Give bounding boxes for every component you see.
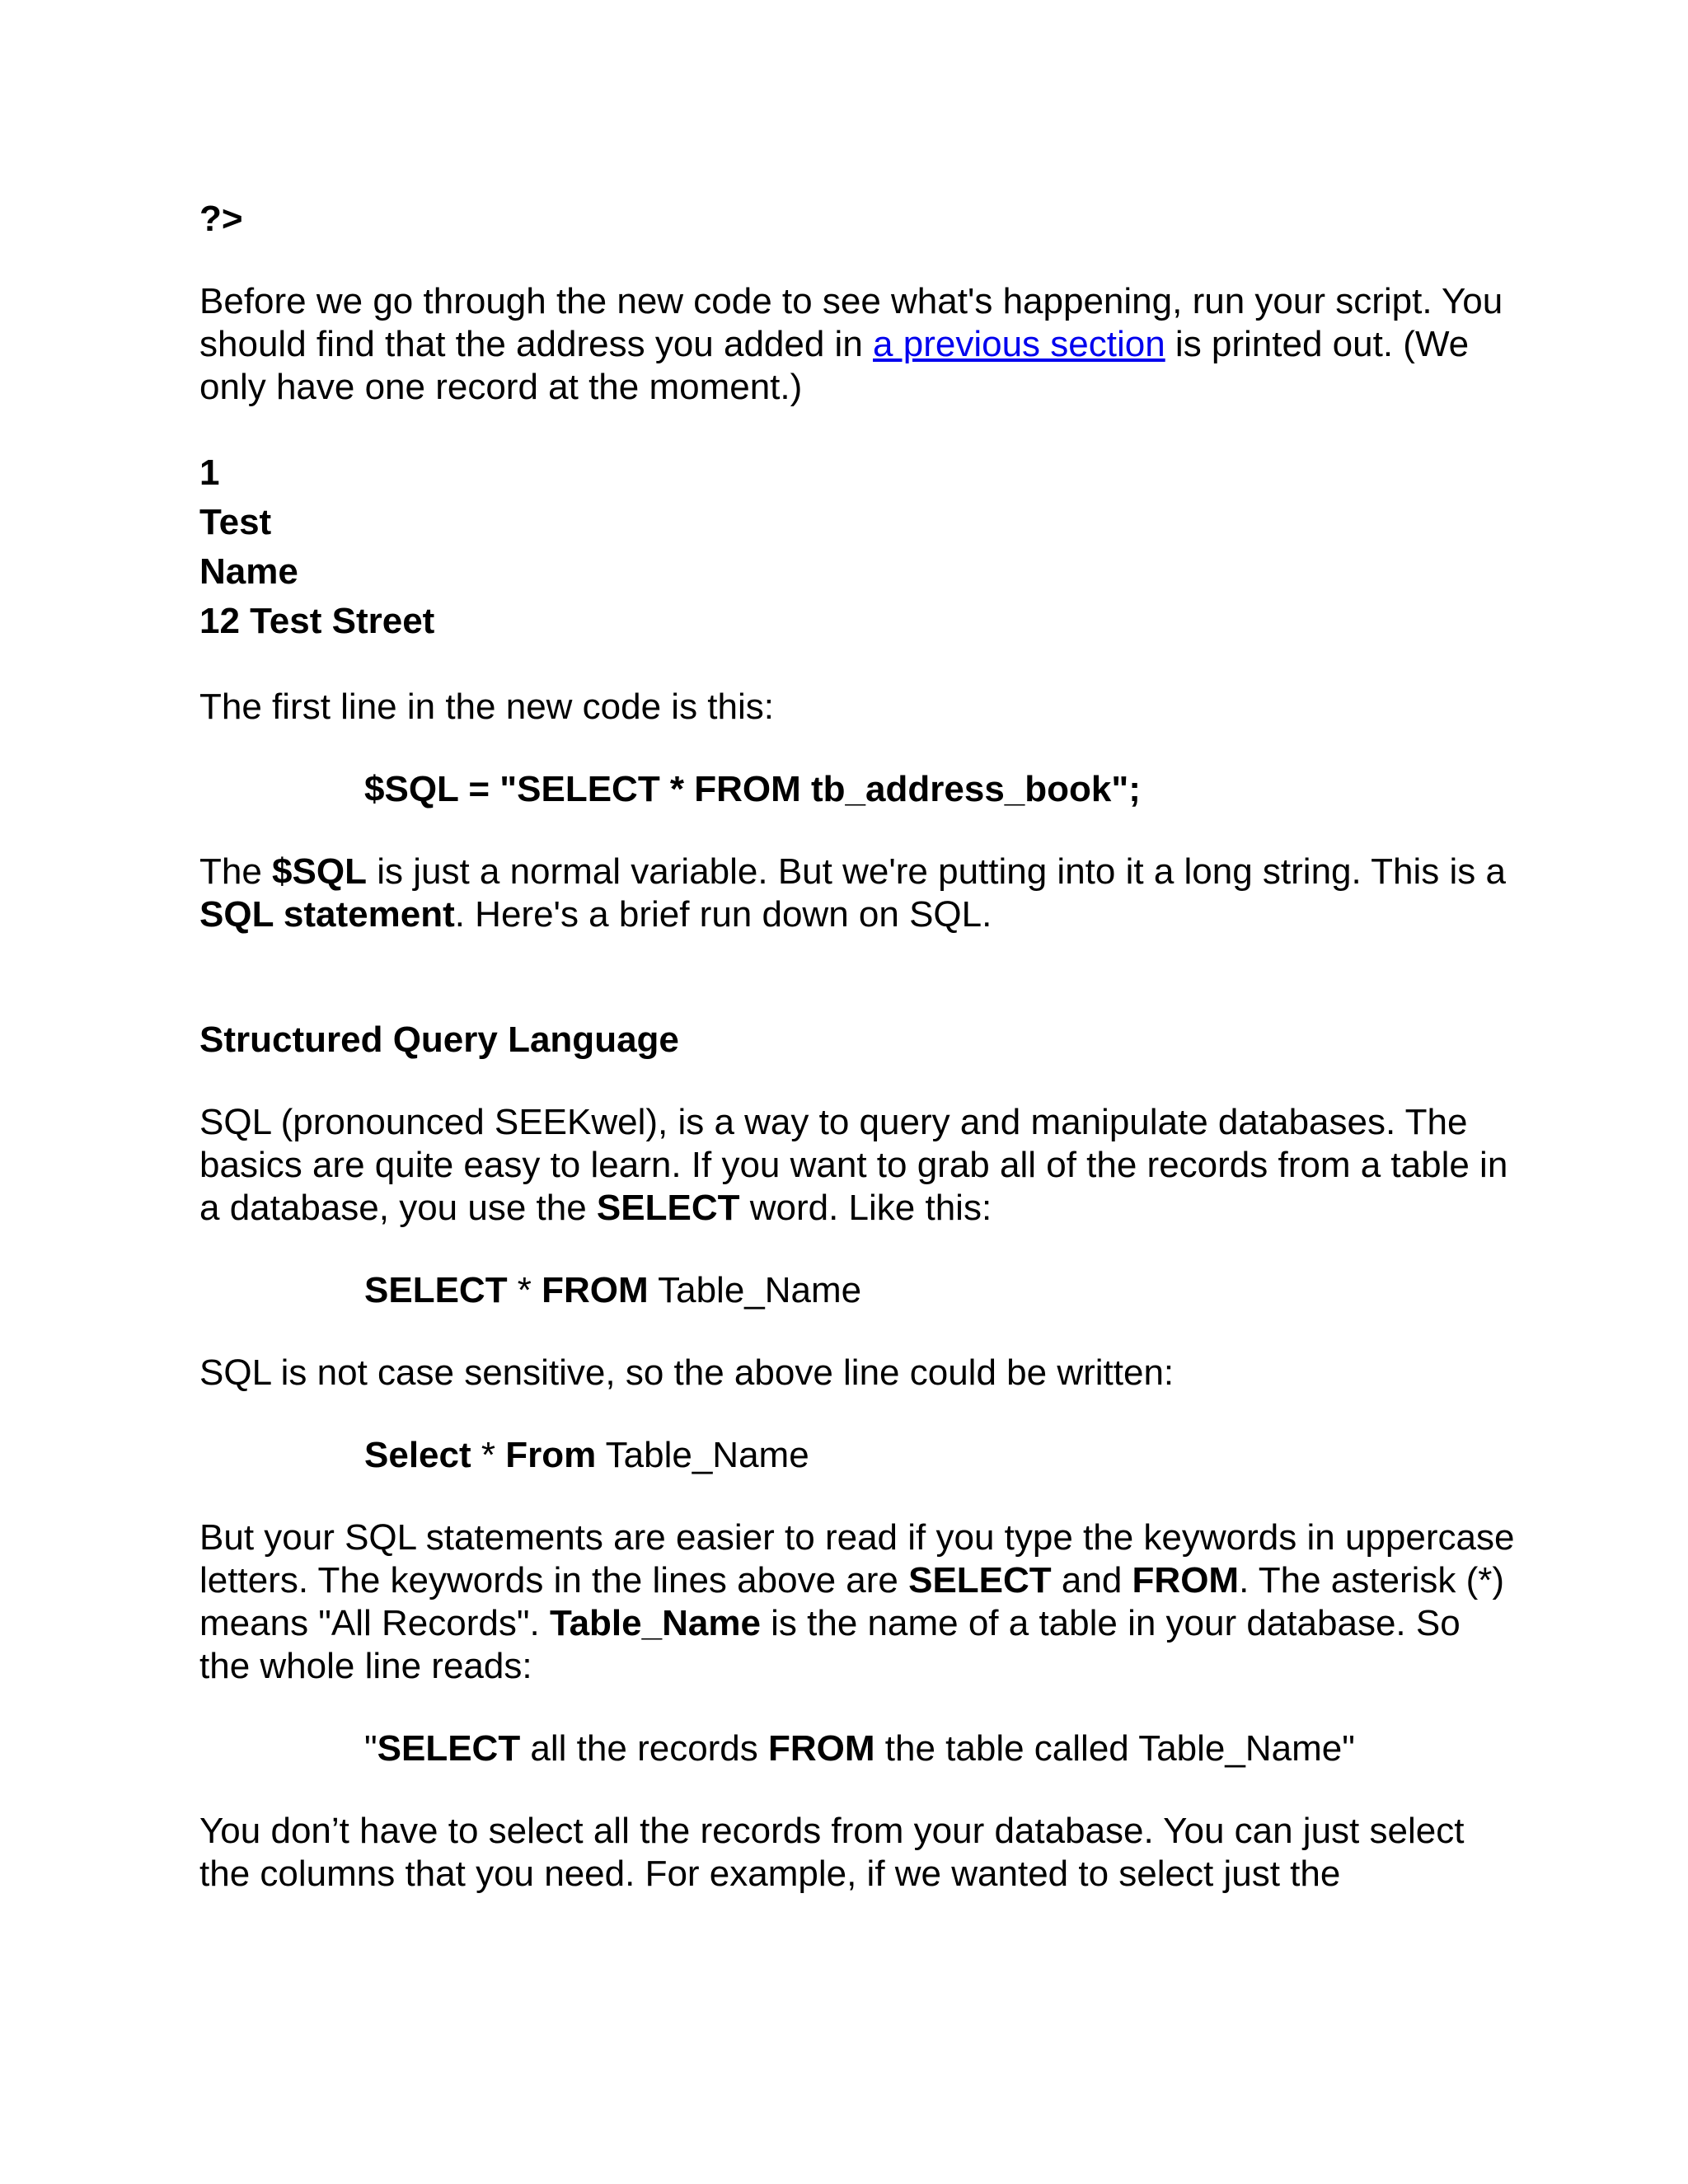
sql-code-line: $SQL = "SELECT * FROM tb_address_book"; xyxy=(364,769,1141,809)
previous-section-link[interactable]: a previous section xyxy=(873,324,1165,364)
first-line-intro: The first line in the new code is this: xyxy=(199,687,774,727)
final-paragraph: You don’t have to select all the records from your database. You can just select the columns that you need. For example, if we wanted to select just the xyxy=(199,1811,1465,1894)
example-select-upper: SELECT * FROM Table_Name xyxy=(364,1270,862,1310)
record-line: 12 Test Street xyxy=(199,601,435,641)
sql-intro-paragraph: SQL (pronounced SEEKwel), is a way to query and manipulate databases. The basics are quite easy to learn. If you want to grab all of the records from a table in a database, you use the SELECT word. Like this: xyxy=(199,1102,1508,1228)
sql-variable-paragraph: The $SQL is just a normal variable. But we're putting into it a long string. This is a SQL statement. Here's a brief run down on SQL. xyxy=(199,851,1506,935)
record-line: Name xyxy=(199,551,298,592)
document-page xyxy=(199,198,1518,1896)
intro-paragraph: Before we go through the new code to see what's happening, run your script. You should find that the address you added in a previous section is printed out. (We only have one record at the moment.) xyxy=(199,281,1503,407)
example-select-mixed: Select * From Table_Name xyxy=(364,1435,809,1475)
section-heading: Structured Query Language xyxy=(199,1019,679,1060)
php-close-tag: ?> xyxy=(199,199,243,239)
reads-line: "SELECT all the records FROM the table called Table_Name" xyxy=(364,1728,1355,1769)
record-output xyxy=(199,448,1518,646)
record-line: Test xyxy=(199,502,272,542)
case-paragraph: SQL is not case sensitive, so the above line could be written: xyxy=(199,1352,1175,1393)
keywords-paragraph: But your SQL statements are easier to read if you type the keywords in uppercase letters. The keywords in the lines above are SELECT and FROM. The asterisk (*) means "All Records". Table_Name is the name of a table in your database. So the whole line reads: xyxy=(199,1517,1515,1686)
record-line: 1 xyxy=(199,452,220,493)
